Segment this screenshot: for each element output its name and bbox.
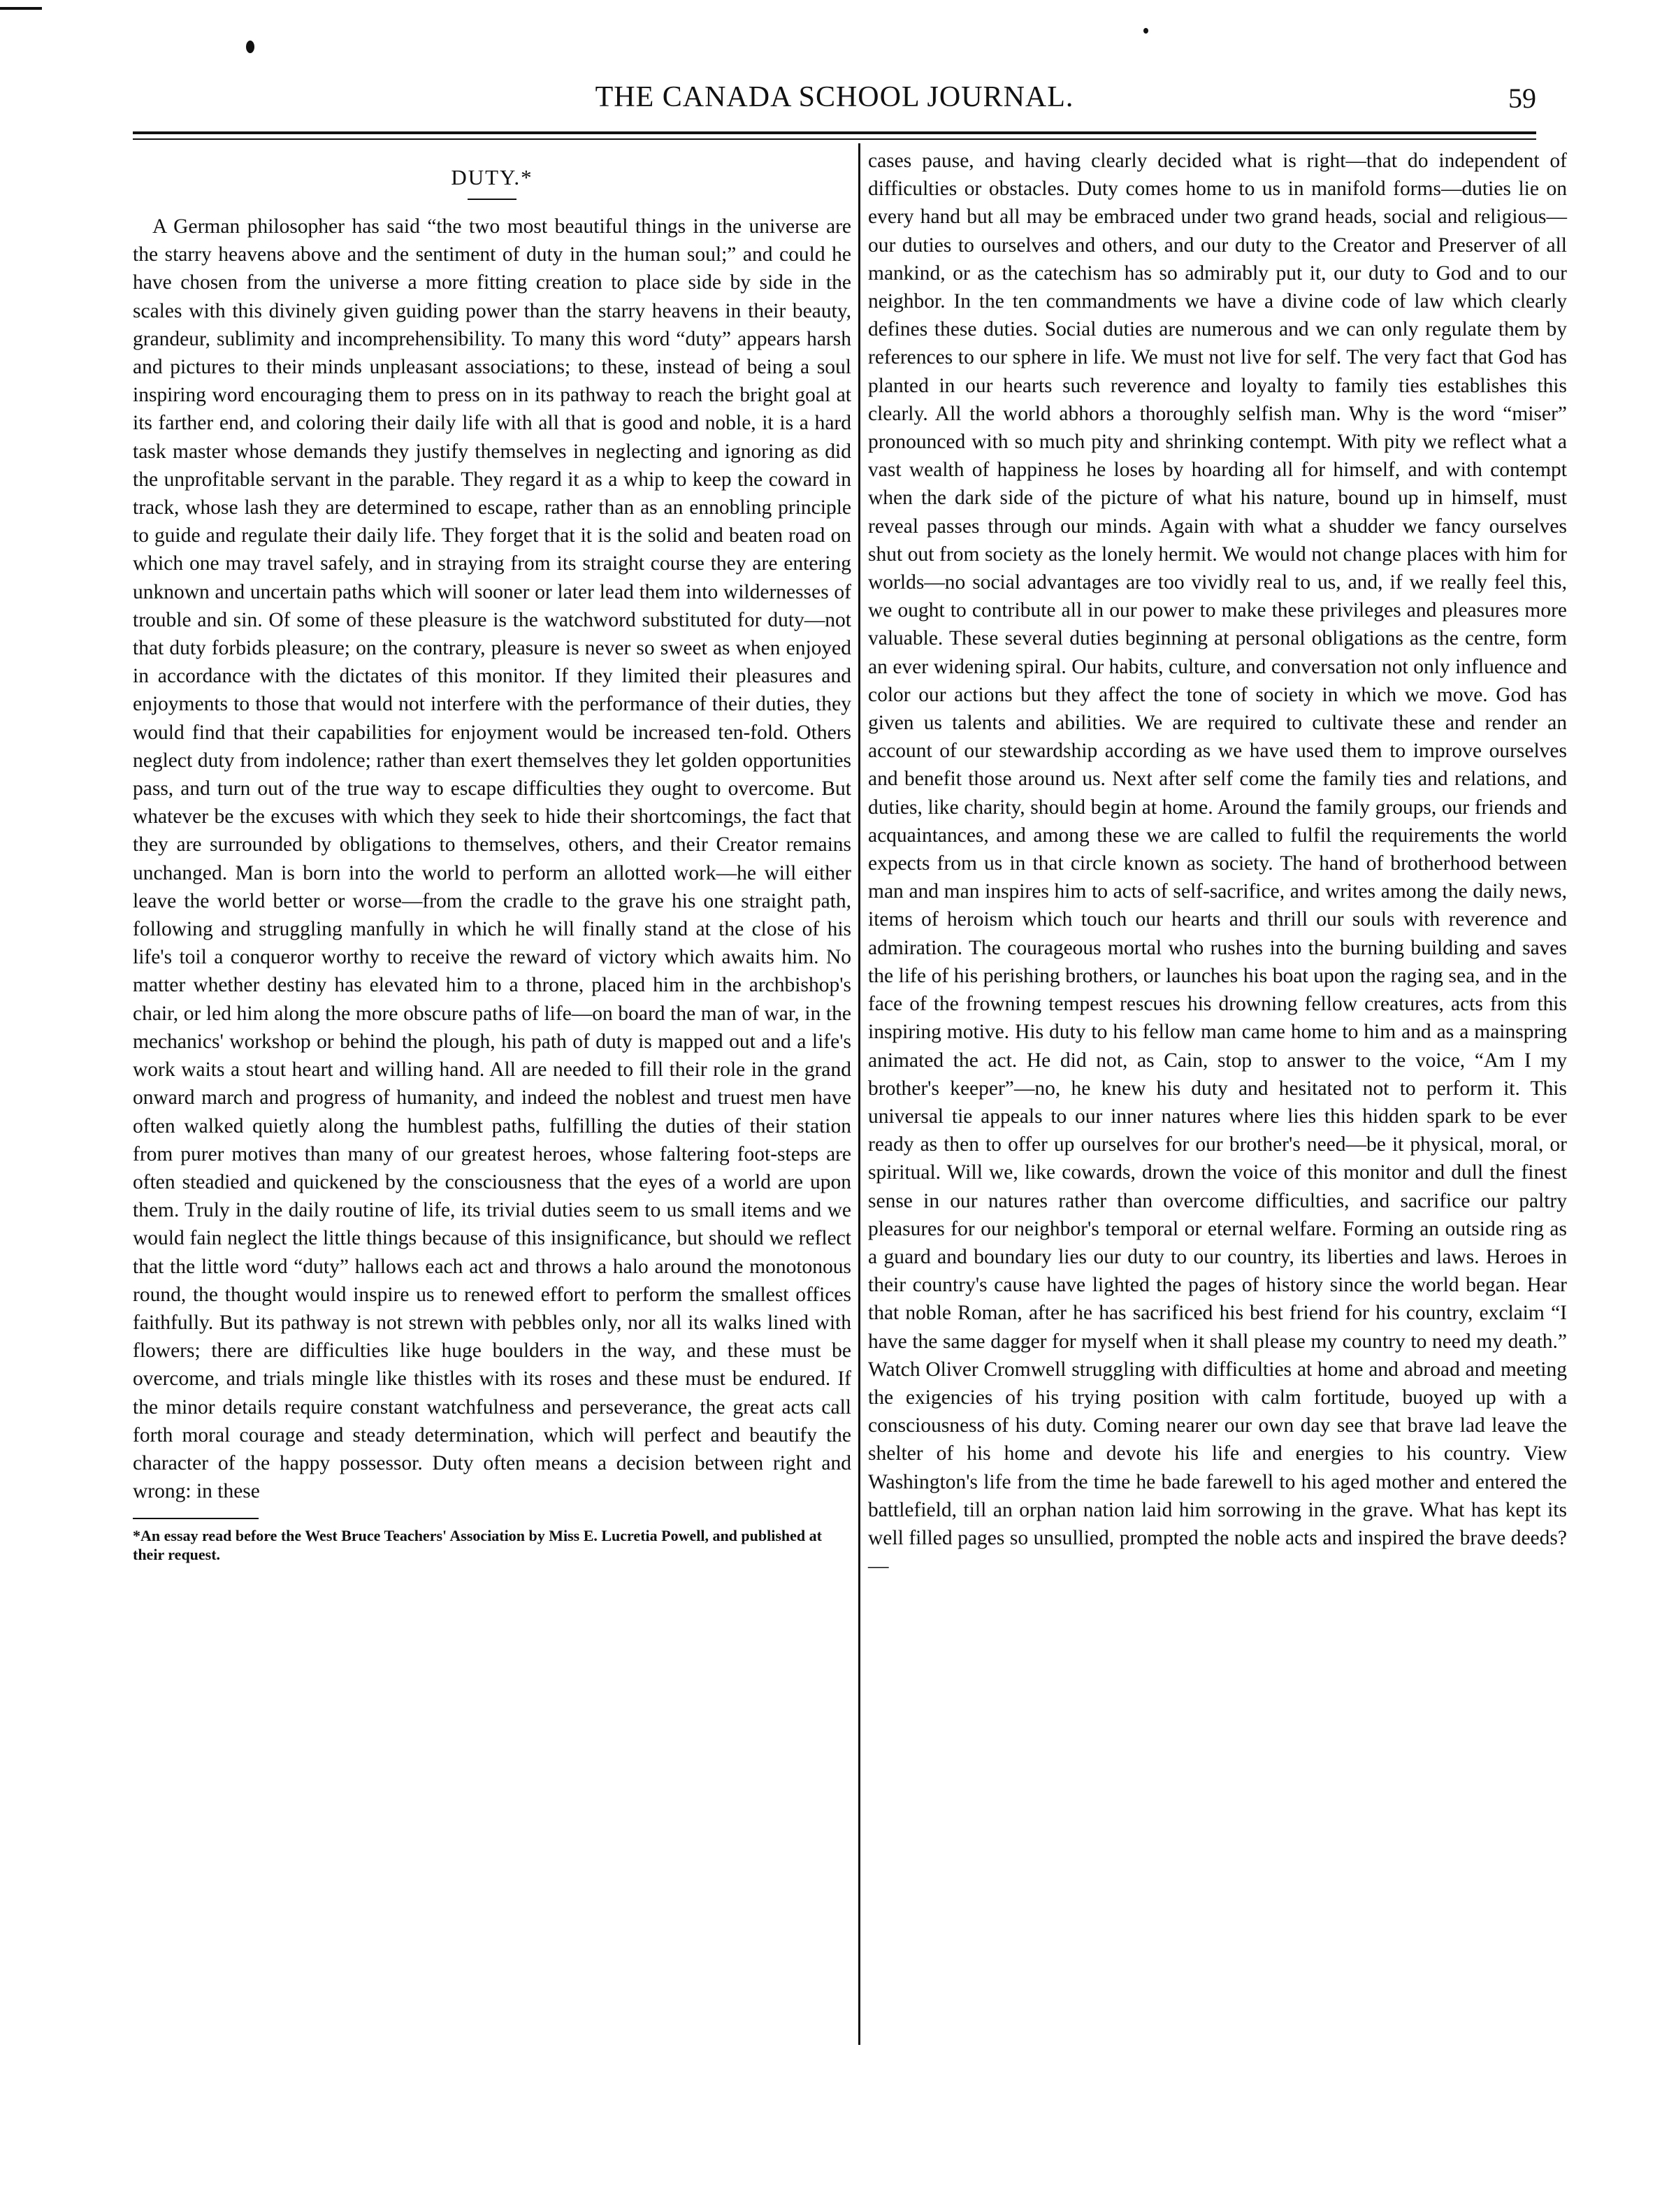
left-column (133, 147, 851, 1564)
article-body-left: A German philosopher has said “the two most beautiful things in the universe are the starry heavens above and the sentiment of duty in the human soul;” and could he have chosen from the universe a more fitting creation to place side by side in the scales with this divinely given guiding power than the starry heavens in their beauty, grandeur, sublimity and incomprehensibility. To many this word “duty” appears harsh and pictures to their minds unpleasant associations; to these, instead of being a soul inspiring word encouraging them to press on in its pathway to reach the bright goal at its farther end, and coloring their daily life with all that is good and noble, it is a hard task master whose demands they justify themselves in neglecting and ignoring as did the unprofitable servant in the parable. They regard it as a whip to keep the coward in track, whose lash they are determined to escape, rather than as an ennobling principle to guide and regulate their daily life. They forget that it is the solid and beaten road on which one may travel safely, and in straying from its straight course they are entering unknown and uncertain paths which will sooner or later lead them into wildernesses of trouble and sin. Of some of these pleasure is the watchword substituted for duty—not that duty forbids pleasure; on the contrary, pleasure is never so sweet as when enjoyed in accordance with the dictates of this monitor. If they limited their pleasures and enjoyments to those that would not interfere with the performance of their duties, they would find that their capabilities for enjoyment would be increased ten-fold. Others neglect duty from indolence; rather than exert themselves they let golden opportunities pass, and turn out of the true way to escape difficulties they ought to overcome. But whatever be the excuses with which they seek to hide their shortcomings, the fact that they are surrounded by obligations to themselves, others, and their Creator remains unchanged. Man is born into the world to perform an allotted work—he will either leave the world better or worse—from the cradle to the grave his one straight path, following and struggling manfully in which he will finally stand at the close of his life's toil a conqueror worthy to receive the reward of victory which awaits him. No matter whether destiny has elevated him to a throne, placed him in the archbishop's chair, or led him along the more obscure paths of life—on board the man of war, in the mechanics' workshop or behind the plough, his path of duty is mapped out and a life's work waits a stout heart and willing hand. All are needed to fill their role in the grand onward march and progress of humanity, and indeed the noblest and truest men have often walked quietly along the humblest paths, fulfilling the duties of their station from purer motives than many of our greatest heroes, whose faltering foot-steps are often steadied and quickened by the consciousness that the eyes of a world are upon them. Truly in the daily routine of life, its trivial duties seem to us small items and we would fain neglect the little things because of this insignificance, but should we reflect that the little word “duty” hallows each act and throws a halo around the monotonous round, the thought would inspire us to renewed effort to perform the smallest offices faithfully. But its pathway is not strewn with pebbles only, nor all its walks lined with flowers; there are difficulties like huge boulders in the way, and these must be overcome, and trials mingle like thistles with its roses and these must be endured. If the minor details require constant watchfulness and perseverance, the great acts call forth moral courage and steady determination, which will perfect and beautify the character of the happy possessor. Duty often means a decision between right and wrong: in these (133, 215, 851, 1503)
page-header (133, 80, 1536, 129)
title-rule (468, 199, 516, 200)
right-column (868, 147, 1567, 1580)
article-body-right: cases pause, and having clearly decided what is right—that do independent of difficulties or obstacles. Duty comes home to us in manifold forms—duties lie on every hand but all may be embraced under two grand heads, social and religious—our duties to ourselves and others, and our duty to the Creator and Preserver of all mankind, or as the catechism has so admirably put it, our duty to God and to our neighbor. In the ten commandments we have a divine code of law which clearly defines these duties. Social duties are numerous and we can only regulate them by references to our sphere in life. We must not live for self. The very fact that God has planted in our hearts such reverence and loyalty to family ties establishes this clearly. All the world abhors a thoroughly selfish man. Why is the word “miser” pronounced with so much pity and shrinking contempt. With pity we reflect what a vast wealth of happiness he loses by hoarding all for himself, and with contempt when the dark side of the picture of what his nature, bound up in himself, must reveal passes through our minds. Again with what a shudder we fancy ourselves shut out from society as the lonely hermit. We would not change places with him for worlds—no social advantages are too vividly real to us, and, if we really feel this, we ought to contribute all in our power to make these privileges and pleasures more valuable. These several duties beginning at personal obligations as the centre, form an ever widening spiral. Our habits, culture, and conversation not only influence and color our actions but they affect the tone of society in which we move. God has given us talents and abilities. We are required to cultivate these and render an account of our stewardship according as we have used them to improve ourselves and benefit those around us. Next after self come the family ties and relations, and duties, like charity, should begin at home. Around the family groups, our friends and acquaintances, and among these we are called to fulfil the requirements the world expects from us in that circle known as society. The hand of brotherhood between man and man inspires him to acts of self-sacrifice, and writes among the daily news, items of heroism which touch our hearts and thrill our souls with reverence and admiration. The courageous mortal who rushes into the burning building and saves the life of his perishing brothers, or launches his boat upon the raging sea, and in the face of the frowning tempest rescues his drowning fellow creatures, acts from this inspiring motive. His duty to his fellow man came home to him and as a mainspring animated the act. He did not, as Cain, stop to answer to the voice, “Am I my brother's keeper”—no, he knew his duty and hesitated not to perform it. This universal tie appeals to our inner natures where lies this hidden spark to be ever ready as then to offer up ourselves for our brother's need—be it physical, moral, or spiritual. Will we, like cowards, drown the voice of this monitor and dull the finest sense in our natures rather than overcome difficulties, and sacrifice our paltry pleasures for our neighbor's temporal or eternal welfare. Forming an outside ring as a guard and boundary lies our duty to our country, its liberties and laws. Heroes in their country's cause have lighted the pages of history since the world began. Hear that noble Roman, after he has sacrificed his best friend for his country, exclaim “I have the same dagger for myself when it shall please my country to need my death.” Watch Oliver Cromwell struggling with difficulties at home and abroad and meeting the exigencies of his trying position with calm fortitude, buoyed up with a consciousness of his duty. Coming nearer our own day see that brave lad leave the shelter of his home and devote his life and energies to his country. View Washington's life from the time he bade farewell to his aged mother and entered the battlefield, till an orphan nation laid him sorrowing in the grave. What has kept its well filled pages so unsullied, prompted the noble acts and inspired the brave deeds?— (868, 150, 1567, 1578)
ink-speck (246, 41, 254, 53)
corner-mark (0, 7, 42, 10)
article-title: DUTY.* (451, 165, 533, 189)
ink-speck (1143, 28, 1148, 34)
header-rule-thin (133, 138, 1536, 140)
footnote: *An essay read before the West Bruce Teachers' Association by Miss E. Lucretia Powell, and published at their request. (133, 1527, 822, 1564)
page-number: 59 (1508, 82, 1536, 114)
column-divider (858, 143, 860, 2045)
header-rule (133, 131, 1536, 134)
journal-title: THE CANADA SCHOOL JOURNAL. (595, 81, 1074, 113)
footnote-rule (133, 1518, 259, 1519)
